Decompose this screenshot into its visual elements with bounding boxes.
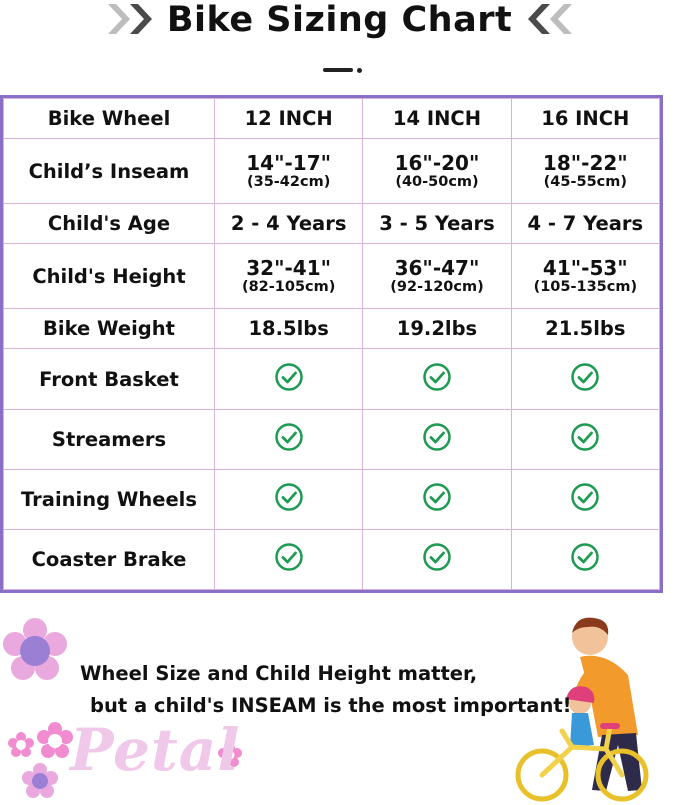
double-chevron-left-icon xyxy=(520,2,574,36)
row-label: Front Basket xyxy=(4,349,215,409)
table-cell xyxy=(511,349,659,409)
check-circle-icon xyxy=(274,362,304,392)
table-cell xyxy=(363,409,511,469)
page-title: Bike Sizing Chart xyxy=(166,0,513,40)
table-row xyxy=(4,139,660,204)
check-circle-icon xyxy=(422,542,452,572)
cell-subvalue: (40-50cm) xyxy=(395,174,479,191)
cell-subvalue: (92-120cm) xyxy=(390,279,484,296)
table-cell xyxy=(215,469,363,529)
table-cell: 3 - 5 Years xyxy=(363,204,511,244)
table-cell: 4 - 7 Years xyxy=(511,204,659,244)
table-cell xyxy=(511,469,659,529)
table-cell: 2 - 4 Years xyxy=(215,204,363,244)
check-circle-icon xyxy=(422,482,452,512)
slogan-line-2: but a child's INSEAM is the most important! xyxy=(90,694,572,717)
table-cell xyxy=(215,349,363,409)
table-cell xyxy=(215,139,363,204)
cell-value: 18"-22" xyxy=(542,151,628,176)
cell-subvalue: (105-135cm) xyxy=(533,279,638,296)
check-circle-icon xyxy=(570,482,600,512)
table-cell xyxy=(511,529,659,589)
table-cell xyxy=(511,139,659,204)
check-circle-icon xyxy=(422,422,452,452)
row-label: Coaster Brake xyxy=(4,529,215,589)
table-cell xyxy=(511,244,659,309)
check-circle-icon xyxy=(274,482,304,512)
row-label: Bike Weight xyxy=(4,309,215,349)
table-cell xyxy=(215,529,363,589)
title-divider xyxy=(323,68,353,72)
check-circle-icon xyxy=(570,422,600,452)
cell-subvalue: (45-55cm) xyxy=(543,174,627,191)
table-cell: 21.5lbs xyxy=(511,309,659,349)
table-cell xyxy=(215,409,363,469)
slogan-line-1: Wheel Size and Child Height matter, xyxy=(80,662,478,685)
flower-icon xyxy=(8,732,34,758)
cell-value: 14"-17" xyxy=(246,151,332,176)
table-row xyxy=(4,349,660,409)
check-circle-icon xyxy=(274,542,304,572)
brand-logo: Petal xyxy=(70,716,241,784)
table-row xyxy=(4,409,660,469)
table-cell xyxy=(363,529,511,589)
flower-icon xyxy=(22,763,58,799)
row-label: Child’s Inseam xyxy=(4,139,215,204)
cell-value: 32"-41" xyxy=(246,256,332,281)
table-cell xyxy=(511,409,659,469)
flower-icon xyxy=(36,722,74,760)
title-divider-dot xyxy=(357,68,362,73)
column-header: 16 INCH xyxy=(511,99,659,139)
table-cell xyxy=(363,139,511,204)
row-label: Training Wheels xyxy=(4,469,215,529)
header xyxy=(0,0,679,80)
row-label: Streamers xyxy=(4,409,215,469)
table-header-row xyxy=(4,99,660,139)
column-header: 12 INCH xyxy=(215,99,363,139)
check-circle-icon xyxy=(422,362,452,392)
table-row xyxy=(4,469,660,529)
flower-icon xyxy=(2,618,68,684)
cell-value: 16"-20" xyxy=(394,151,480,176)
sizing-table xyxy=(0,95,663,593)
table-row xyxy=(4,204,660,244)
table-row xyxy=(4,529,660,589)
cell-value: 36"-47" xyxy=(394,256,480,281)
cell-subvalue: (82-105cm) xyxy=(241,279,336,296)
check-circle-icon xyxy=(570,362,600,392)
row-label: Child's Age xyxy=(4,204,215,244)
table-cell: 18.5lbs xyxy=(215,309,363,349)
check-circle-icon xyxy=(570,542,600,572)
table-cell xyxy=(363,349,511,409)
cell-subvalue: (35-42cm) xyxy=(246,174,331,191)
table-row xyxy=(4,244,660,309)
column-header: 14 INCH xyxy=(363,99,511,139)
table-cell xyxy=(363,244,511,309)
table-cell xyxy=(363,469,511,529)
table-row xyxy=(4,309,660,349)
row-label: Child's Height xyxy=(4,244,215,309)
check-circle-icon xyxy=(274,422,304,452)
cell-value: 41"-53" xyxy=(542,256,628,281)
table-cell: 19.2lbs xyxy=(363,309,511,349)
column-header: Bike Wheel xyxy=(4,99,215,139)
table-cell xyxy=(215,244,363,309)
